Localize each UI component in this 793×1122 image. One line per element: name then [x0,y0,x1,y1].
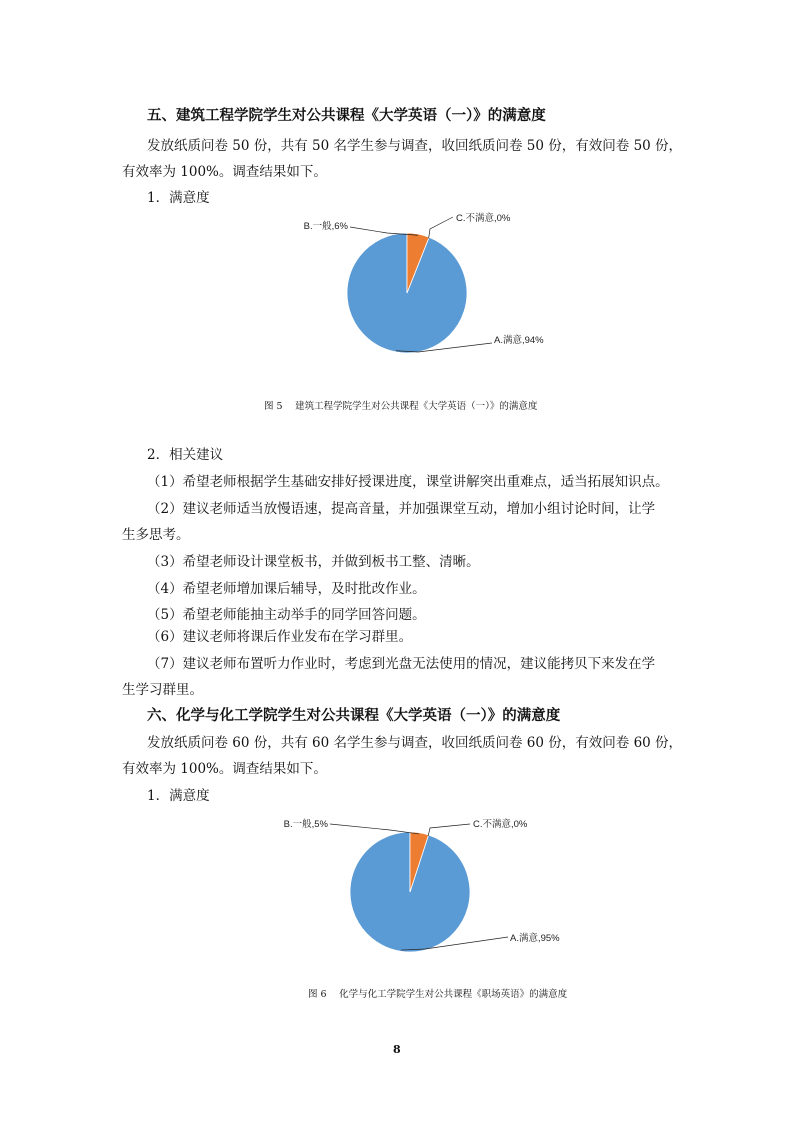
pie-chart-section6 [270,812,590,962]
suggestion-item: （7）建议老师布置听力作业时，考虑到光盘无法使用的情况，建议能拷贝下来发在学 [147,656,656,672]
leader-line [429,217,453,238]
suggestion-item-continuation: 生多思考。 [122,527,190,543]
pie-data-label: A.满意,94% [494,335,544,346]
section5-subheading-satisfaction: 1．满意度 [147,190,210,206]
pie-data-label: C.不满意,0% [456,213,511,224]
section6-heading: 六、化学与化工学院学生对公共课程《大学英语（一）》的满意度 [147,707,561,724]
section6-intro-line1: 发放纸质问卷 60 份，共有 60 名学生参与调查，收回纸质问卷 60 份，有效问卷 60 份， [147,735,683,751]
pie-chart-section5 [270,205,590,365]
section5-heading: 五、建筑工程学院学生对公共课程《大学英语（一）》的满意度 [147,107,546,124]
suggestion-item: （6）建议老师将课后作业发布在学习群里。 [147,629,413,645]
pie-data-label: B.一般,6% [303,221,348,232]
pie-data-label: C.不满意,0% [473,819,528,830]
suggestion-item: （1）希望老师根据学生基础安排好授课进度，课堂讲解突出重难点，适当拓展知识点。 [147,474,669,490]
pie-data-label: A.满意,95% [510,933,560,944]
leader-line [330,824,419,834]
section6-intro-line2: 有效率为 100%。调查结果如下。 [122,761,327,777]
section6-subheading-satisfaction: 1．满意度 [147,788,210,804]
figure5-caption: 图 5 建筑工程学院学生对公共课程《大学英语（一）》的满意度 [264,401,538,412]
section5-subheading-suggestions: 2．相关建议 [147,447,224,463]
suggestion-item: （4）希望老师增加课后辅导，及时批改作业。 [147,581,426,597]
suggestion-item: （2）建议老师适当放慢语速，提高音量，并加强课堂互动，增加小组讨论时间，让学 [147,501,656,517]
leader-line [428,824,470,836]
pie-data-label: B.一般,5% [283,819,328,830]
figure6-caption: 图 6 化学与化工学院学生对公共课程《职场英语》的满意度 [308,989,568,1000]
suggestion-item: （5）希望老师能抽主动举手的同学回答问题。 [147,607,426,623]
section5-intro-line1: 发放纸质问卷 50 份，共有 50 名学生参与调查，收回纸质问卷 50 份，有效问卷 50 份， [147,138,683,154]
suggestion-item-continuation: 生学习群里。 [122,682,203,698]
suggestion-item: （3）希望老师设计课堂板书，并做到板书工整、清晰。 [147,554,480,570]
page-number: 8 [393,1043,401,1056]
section5-intro-line2: 有效率为 100%。调查结果如下。 [122,164,327,180]
